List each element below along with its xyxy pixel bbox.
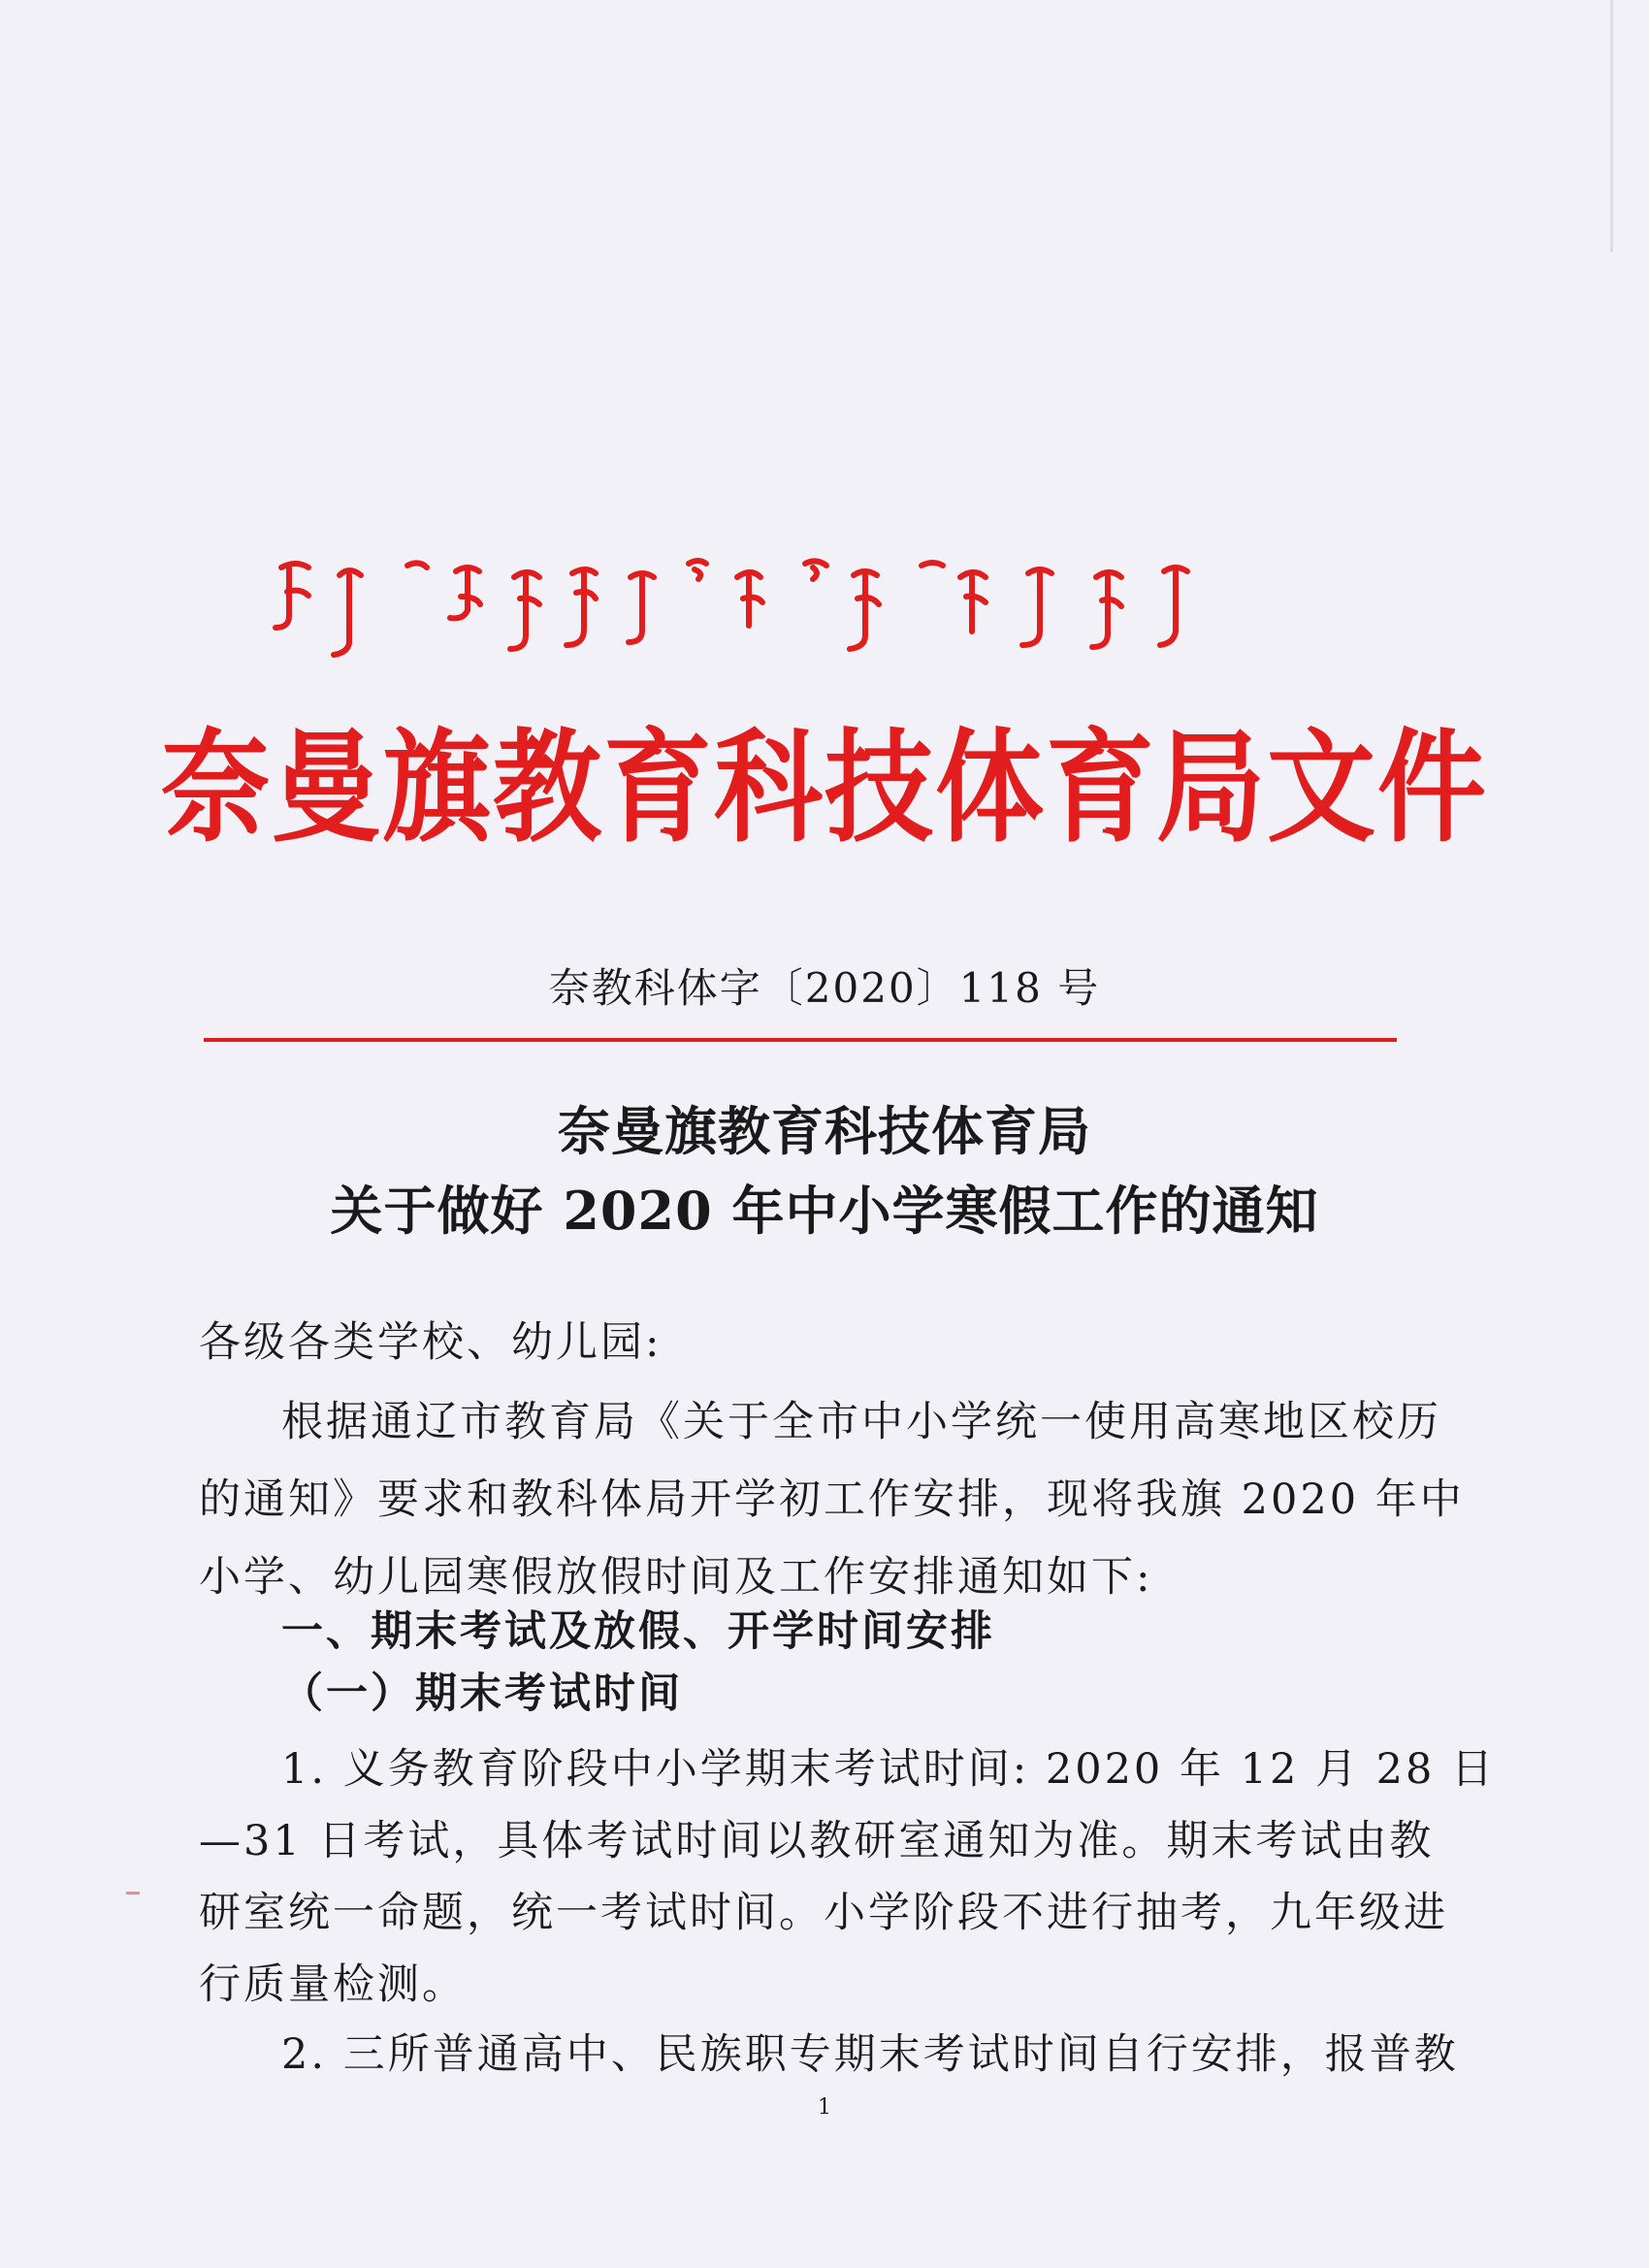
intro-line: 小学、幼儿园寒假放假时间及工作安排通知如下: xyxy=(199,1553,1153,1602)
item-line: 1. 义务教育阶段中小学期末考试时间: 2020 年 12 月 28 日 xyxy=(281,1745,1497,1794)
item-line: 研室统一命题，统一考试时间。小学阶段不进行抽考，九年级进 xyxy=(199,1889,1448,1937)
item-line: —31 日考试，具体考试时间以教研室通知为准。期末考试由教 xyxy=(199,1817,1435,1865)
subsection-heading: （一）期末考试时间 xyxy=(281,1669,683,1718)
document-header-title: 奈曼旗教育科技体育局文件 xyxy=(161,718,1488,859)
section-heading: 一、期末考试及放假、开学时间安排 xyxy=(281,1607,995,1656)
salutation: 各级各类学校、幼儿园: xyxy=(199,1318,663,1367)
item-line: 2. 三所普通高中、民族职专期末考试时间自行安排，报普教 xyxy=(281,2030,1459,2079)
item-line: 行质量检测。 xyxy=(199,1960,467,2009)
intro-line: 的通知》要求和教科体局开学初工作安排，现将我旗 2020 年中 xyxy=(199,1475,1465,1524)
notice-title-line1: 奈曼旗教育科技体育局 xyxy=(558,1100,1091,1162)
page-number: 1 xyxy=(818,2095,831,2120)
intro-line: 根据通辽市教育局《关于全市中小学统一使用高寒地区校历 xyxy=(281,1398,1441,1446)
document-number: 奈教科体字〔2020〕118 号 xyxy=(548,964,1101,1012)
notice-title-line2: 关于做好 2020 年中小学寒假工作的通知 xyxy=(330,1180,1319,1242)
mongolian-script-title xyxy=(262,548,1329,660)
scan-speck xyxy=(126,1892,140,1895)
scan-edge-line xyxy=(1610,0,1613,252)
red-divider-line xyxy=(204,1038,1397,1042)
